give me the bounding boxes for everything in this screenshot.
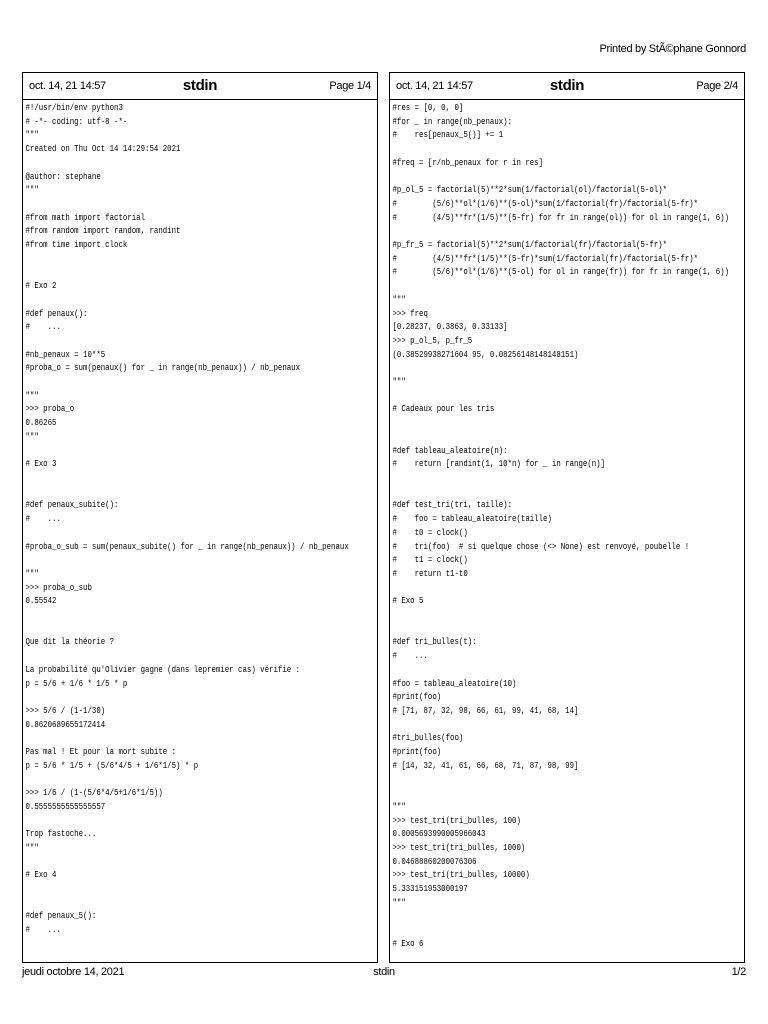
page-number: Page 1/4 [329,80,371,92]
code-page-1 [22,72,378,963]
code-listing: #!/usr/bin/env python3 # -*- coding: utf-8 -*- """ Created on Thu Oct 14 14:29:54 2021 @author: stephane """ #from math import factorial #from random import random, randint #from time import clock # Exo 2 #def penaux(): # ... #nb_penaux = 10**5 #proba_o = sum(penaux() for _ in range(nb_penaux)) / nb_penaux """ >>> proba_o 0.86265 """ # Exo 3 #def penaux_subite(): # ... #proba_o_sub = sum(penaux_subite() for _ in range(nb_penaux)) / nb_penaux """ >>> proba_o_sub 0.55542 Que dit la théorie ? La probabilité qu'Olivier gagne (dans lepremier cas) vérifie : p = 5/6 + 1/6 * 1/5 * p >>> 5/6 / (1-1/30) 0.8620689655172414 Pas mal ! Et pour la mort subite : p = 5/6 * 1/5 + (5/6*4/5 + 1/6*1/5) * p >>> 1/6 / (1-(5/6*4/5+1/6*1/5)) 0.5555555555555557 Trop fastoche... """ # Exo 4 #def penaux_5(): # ... [25,103,349,936]
footer-sheet-number: 1/2 [731,966,746,978]
code-page-2 [389,72,745,963]
code-listing: #res = [0, 0, 0] #for _ in range(nb_penaux): # res[penaux_5()] += 1 #freq = [r/nb_penaux for r in res] #p_ol_5 = factorial(5)**2*sum(1/factorial(ol)/factorial(5-ol)* # (5/6)**ol*(1/6)**(5-ol)*sum(1/factorial(fr)/factorial(5-fr)* # (4/5)**fr*(1/5)**(5-fr) for fr in range(ol)) for ol in range(1, 6)) #p_fr_5 = factorial(5)**2*sum(1/factorial(fr)/factorial(5-fr)* # (4/5)**fr*(1/5)**(5-fr)*sum(1/factorial(fr)/factorial(5-fr)* # (5/6)**ol*(1/6)**(5-ol) for ol in range(fr)) for fr in range(1, 6)) """ >>> freq [0.28237, 0.3863, 0.33133] >>> p_ol_5, p_fr_5 (0.38529938271604 95, 0.08256148148148151) """ # Cadeaux pour les tris #def tableau_aleatoire(n): # return [randint(1, 10*n) for _ in range(n)] #def test_tri(tri, taille): # foo = tableau_aleatoire(taille) # t0 = clock() # tri(foo) # si quelque chose (<> None) est renvoyé, poubelle ! # t1 = clock() # return t1-t0 # Exo 5 #def tri_bulles(t): # ... #foo = tableau_aleatoire(10) #print(foo) # [71, 87, 32, 98, 66, 61, 99, 41, 68, 14] #tri_bulles(foo) #print(foo) # [14, 32, 41, 61, 66, 68, 71, 87, 98, 99] """ >>> test_tri(tri_bulles, 100) 0.0005693990005966043 >>> test_tri(tri_bulles, 1000) 0.04688860200076306 >>> test_tri(tri_bulles, 10000) 5.333151953000197 """ # Exo 6 [392,103,730,949]
footer-date: jeudi octobre 14, 2021 [22,966,125,978]
page-date: oct. 14, 21 14:57 [396,80,473,92]
page-number: Page 2/4 [696,80,738,92]
footer-filename: stdin [373,966,395,978]
print-footer [22,966,746,982]
page-title: stdin [549,77,585,94]
printed-by-label: Printed by StÃ©phane Gonnord [599,43,746,55]
page-title: stdin [182,77,218,94]
page-header [390,73,744,100]
page-date: oct. 14, 21 14:57 [29,80,106,92]
page-header [23,73,377,100]
